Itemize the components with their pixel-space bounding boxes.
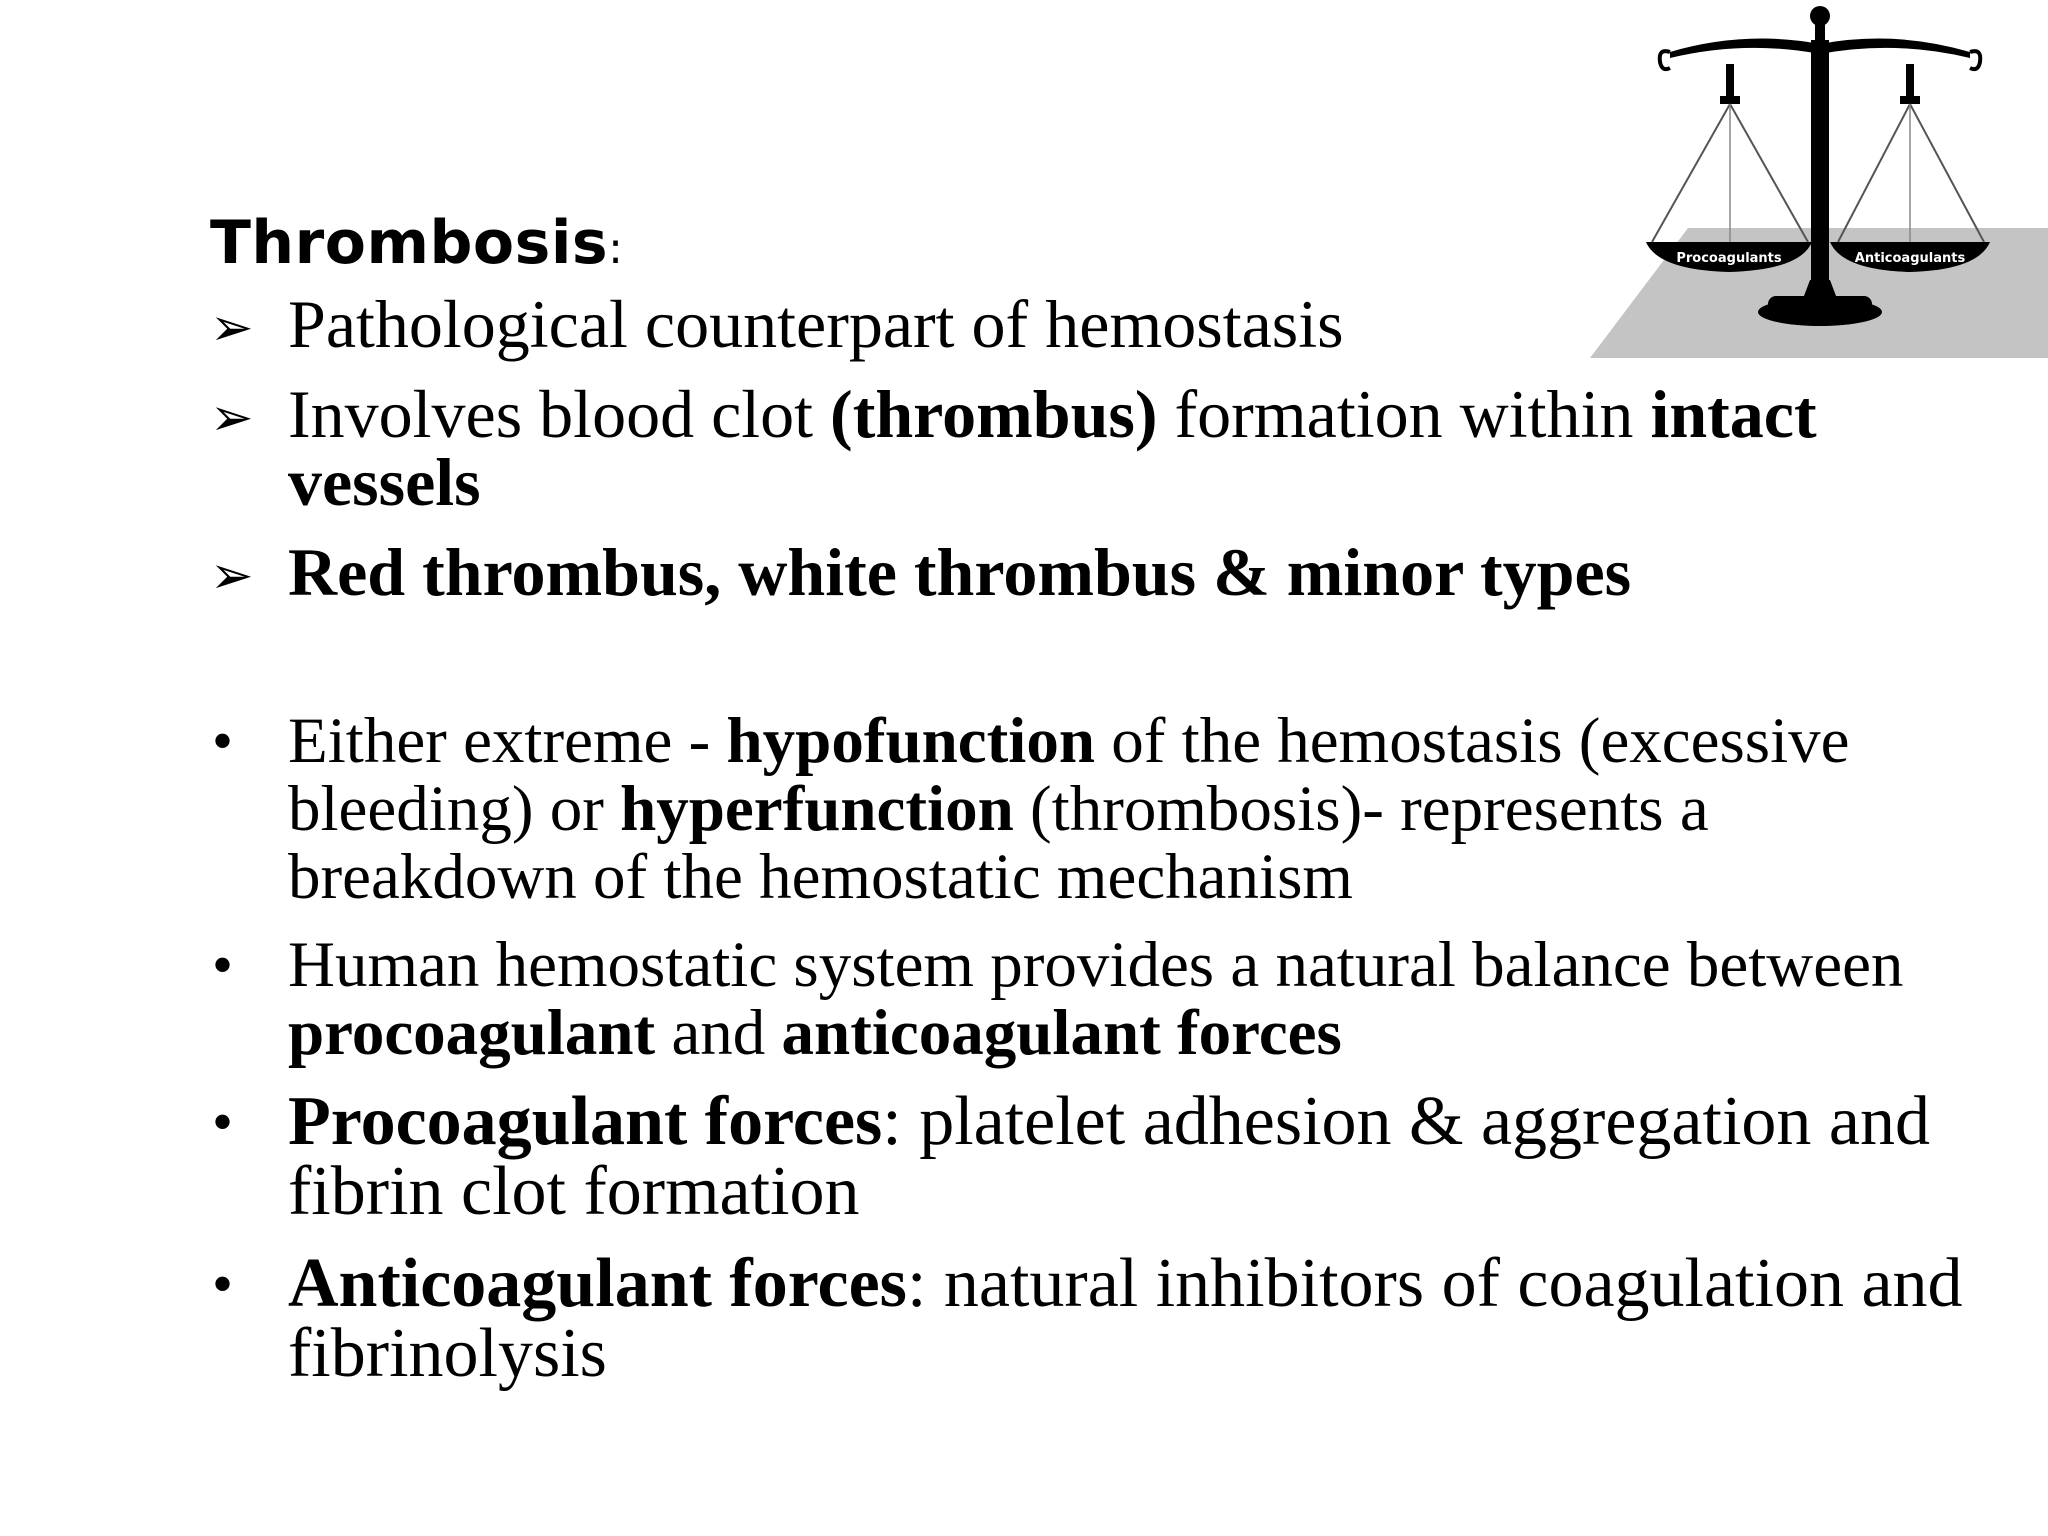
text-run: Human hemostatic system provides a natural balance between: [288, 929, 1904, 1001]
text-run: of the hemostasis (excessive bleeding) or: [288, 705, 1850, 845]
text-run: and: [655, 997, 782, 1069]
bullet-point-item: [210, 1245, 1970, 1392]
left-pan-label: Procoagulants: [1676, 251, 1782, 266]
scale-base-plate: [1768, 296, 1872, 314]
text-run: Pathological counterpart of hemostasis: [288, 286, 1344, 362]
bold-text: (thrombus): [830, 376, 1158, 452]
bullet-dot-icon: •: [212, 932, 234, 998]
bullet-arrow-icon: ➢: [210, 546, 254, 606]
right-pan-label: Anticoagulants: [1854, 251, 1966, 266]
bold-text: hypofunction: [726, 705, 1095, 777]
bullet-dot-icon: •: [212, 1251, 234, 1317]
bold-text: Red thrombus, white thrombus & minor types: [288, 534, 1632, 610]
text-run: Involves blood clot: [288, 376, 831, 452]
bold-text: Anticoagulant forces: [288, 1245, 907, 1322]
slide-title: [210, 208, 623, 284]
text-run: Either extreme -: [288, 705, 727, 777]
bold-text: anticoagulant forces: [781, 997, 1342, 1069]
bullet-point-item: [210, 1083, 1970, 1230]
text-run: (thrombosis)- represents a breakdown of the hemostatic mechanism: [288, 773, 1709, 913]
bullet-point-item: [210, 931, 1970, 1067]
bold-text: Procoagulant forces: [288, 1083, 883, 1160]
text-run: : platelet adhesion & aggregation and fibrin clot formation: [288, 1083, 1930, 1230]
title-colon: :: [608, 223, 624, 274]
dot-bullet-list: [210, 707, 1970, 1411]
text-run: formation within: [1157, 376, 1651, 452]
bullet-arrow-icon: ➢: [210, 298, 254, 358]
bullet-arrow-icon: ➢: [210, 388, 254, 448]
text-run: : natural inhibitors of coagulation and fibrinolysis: [288, 1245, 1963, 1392]
bullet-dot-icon: •: [212, 1089, 234, 1155]
bullet-dot-icon: •: [212, 708, 234, 774]
arrow-point-item: [210, 534, 1970, 610]
scale-pillar: [1811, 40, 1829, 284]
bold-text: intact vessels: [288, 376, 1817, 520]
title-text: Thrombosis: [210, 208, 609, 278]
bold-text: hyperfunction: [620, 773, 1014, 845]
arrow-point-item: [210, 376, 1970, 520]
balance-scale-illustration: [1590, 0, 2048, 360]
bold-text: procoagulant: [288, 997, 656, 1069]
bullet-point-item: [210, 707, 1970, 911]
